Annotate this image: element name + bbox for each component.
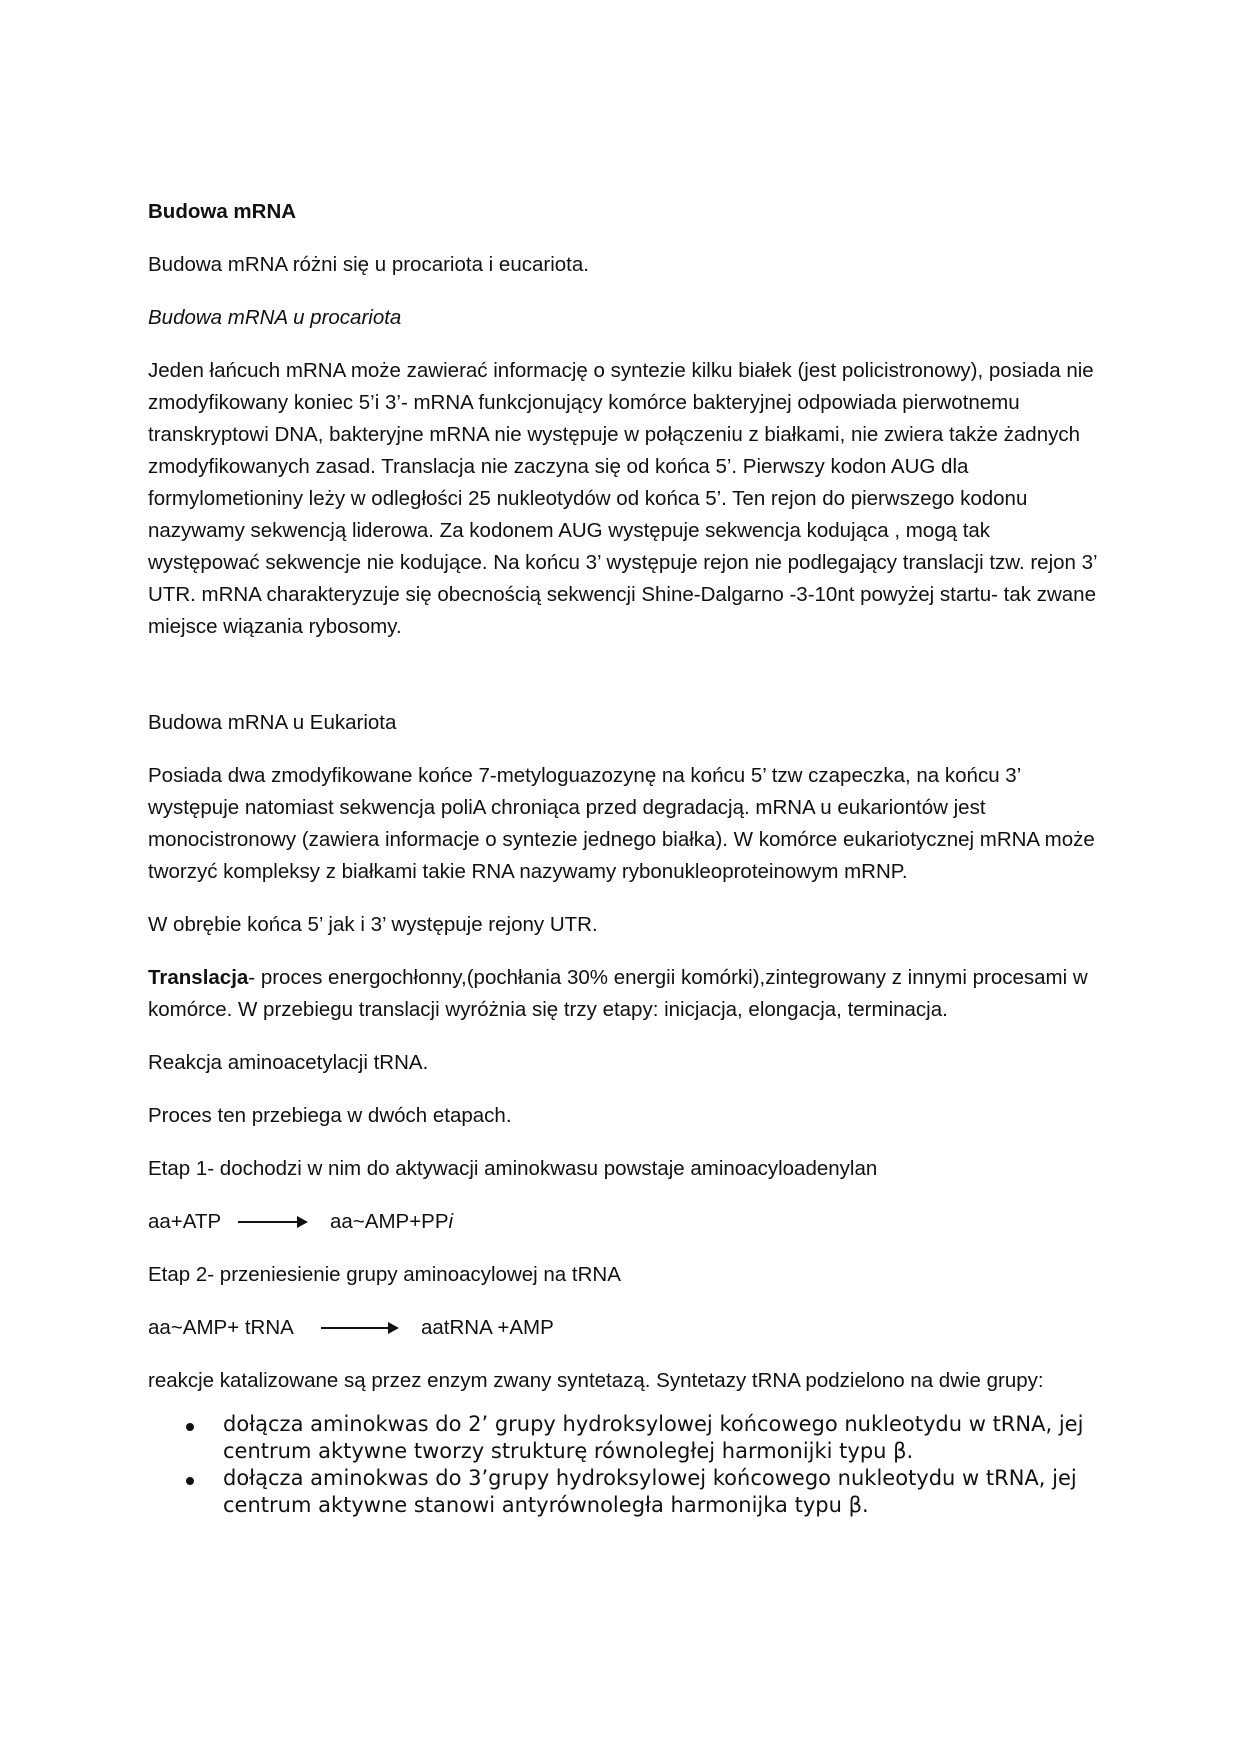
list-item <box>148 1465 1098 1519</box>
section-eukariota-heading: Budowa mRNA u Eukariota <box>148 711 397 734</box>
list-item-text: dołącza aminokwas do 2’ grupy hydroksylowej końcowego nukleotydu w tRNA, jej centrum aktywne tworzy strukturę równoległej harmonijki typu β. <box>223 1412 1084 1463</box>
reaction-1-rhs <box>330 1206 453 1238</box>
list-item <box>148 1411 1098 1465</box>
bullet-icon <box>186 1423 194 1431</box>
section-eukariota-paragraph: Posiada dwa zmodyfikowane końce 7-metyloguazozynę na końcu 5’ tzw czapeczka, na końcu 3’ występuje natomiast sekwencja poliA chroniąca przed degradacją. mRNA u eukariontów jest monocistronowy (zawiera informacje o syntezie jednego białka). W komórce eukariotycznej mRNA może tworzyć kompleksy z białkami takie RNA nazywamy rybonukleoproteinowym mRNP. <box>148 764 1095 883</box>
stage2-text: Etap 2- przeniesienie grupy aminoacylowej na tRNA <box>148 1263 621 1286</box>
aminoacylation-intro: Proces ten przebiega w dwóch etapach. <box>148 1104 512 1127</box>
section-procariota-paragraph: Jeden łańcuch mRNA może zawierać informację o syntezie kilku białek (jest policistronowy), posiada nie zmodyfikowany koniec 5’i 3’- mRNA funkcjonujący komórce bakteryjnej odpowiada pierwotnemu transkryptowi DNA, bakteryjne mRNA nie występuje w połączeniu z białkami, nie zwiera także żadnych zmodyfikowanych zasad. Translacja nie zaczyna się od końca 5’. Pierwszy kodon AUG dla formylometioniny leży w odległości 25 nukleotydów od końca 5’. Ten rejon do pierwszego kodonu nazywamy sekwencją liderowa. Za kodonem AUG występuje sekwencja kodująca , mogą tak występować sekwencje nie kodujące. Na końcu 3’ występuje rejon nie podlegający translacji tzw. rejon 3’ UTR. mRNA charakteryzuje się obecnością sekwencji Shine-Dalgarno -3-10nt powyżej startu- tak zwane miejsce wiązania rybosomy. <box>148 359 1097 638</box>
reaction-2-lhs: aa~AMP+ tRNA <box>148 1316 294 1339</box>
utr-note: W obrębie końca 5’ jak i 3’ występuje rejony UTR. <box>148 913 598 936</box>
document-title: Budowa mRNA <box>148 200 297 223</box>
stage1-text: Etap 1- dochodzi w nim do aktywacji aminokwasu powstaje aminoacyloadenylan <box>148 1157 878 1180</box>
right-arrow-icon <box>321 1327 397 1329</box>
reaction-1-rhs-italic: i <box>448 1210 454 1233</box>
aminoacylation-heading: Reakcja aminoacetylacji tRNA. <box>148 1051 429 1074</box>
list-item-text: dołącza aminokwas do 3’grupy hydroksylowej końcowego nukleotydu w tRNA, jej centrum aktywne stanowi antyrównoległa harmonijka typu β. <box>223 1466 1077 1517</box>
section-procariota-heading: Budowa mRNA u procariota <box>148 306 402 329</box>
document-body <box>148 196 1098 1519</box>
reaction-2-rhs: aatRNA +AMP <box>421 1316 554 1339</box>
translacja-term: Translacja <box>148 966 249 989</box>
intro-text: Budowa mRNA różni się u procariota i eucariota. <box>148 253 589 276</box>
reaction-2 <box>148 1312 1098 1344</box>
right-arrow-icon <box>238 1221 306 1223</box>
synthetases-intro: reakcje katalizowane są przez enzym zwany syntetazą. Syntetazy tRNA podzielono na dwie grupy: <box>148 1369 1044 1392</box>
reaction-1 <box>148 1206 1098 1238</box>
translacja-definition: - proces energochłonny,(pochłania 30% energii komórki),zintegrowany z innymi procesami w komórce. W przebiegu translacji wyróżnia się trzy etapy: inicjacja, elongacja, terminacja. <box>148 966 1088 1021</box>
reaction-1-lhs: aa+ATP <box>148 1210 222 1233</box>
synthetase-groups-list <box>148 1411 1098 1519</box>
reaction-1-rhs-main: aa~AMP+PP <box>330 1210 449 1233</box>
translacja-paragraph <box>148 962 1098 1026</box>
bullet-icon <box>186 1477 194 1485</box>
